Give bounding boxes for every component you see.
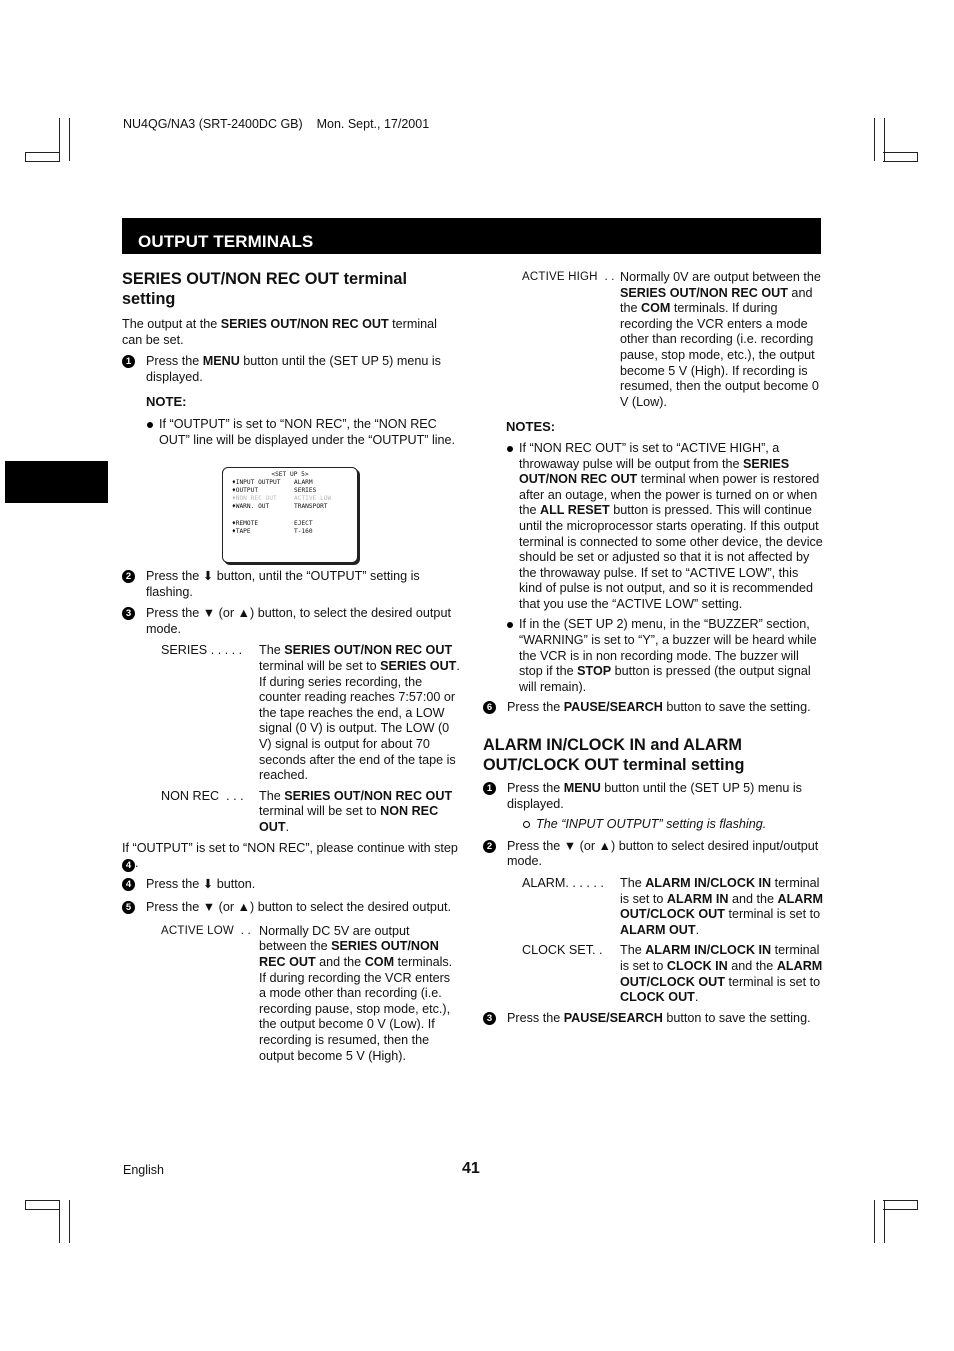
note-block — [122, 394, 460, 448]
section-title: OUTPUT TERMINALS — [138, 232, 314, 251]
def-active-high: ACTIVE HIGH . . Normally 0V are output between the SERIES OUT/NON REC OUT and the COM terminals. If during recording the VCR enters a mode other than recording (i.e. recording pause, stop mode, etc.), the output become 5 V (High). If recording is resumed, then the output become 0 V (Low). — [522, 270, 821, 409]
series-intro: The output at the SERIES OUT/NON REC OUT terminal can be set. — [122, 317, 437, 347]
alarm-step-1: 1 Press the MENU button until the (SET UP 5) menu is displayed. — [483, 781, 823, 812]
right-column — [483, 270, 823, 1026]
left-column — [122, 270, 460, 448]
def-clock-set: CLOCK SET. . The ALARM IN/CLOCK IN terminal is set to CLOCK IN and the ALARM OUT/CLOCK OUT terminal is set to CLOCK OUT. — [522, 943, 823, 1005]
step-4: 4 Press the ⬇ button. — [122, 877, 460, 893]
crop-mark-top-left-h — [25, 152, 60, 162]
def-nonrec: NON REC . . . The SERIES OUT/NON REC OUT terminal will be set to NON REC OUT. — [161, 788, 453, 834]
screen-row-faint: ♦NON REC OUT ACTIVE LOW — [232, 495, 332, 502]
step-5: 5 Press the ▼ (or ▲) button to select the desired output. — [122, 900, 460, 916]
crop-mark-bottom-left-v — [59, 1200, 70, 1243]
step-6: 6 Press the PAUSE/SEARCH button to save the setting. — [483, 700, 823, 716]
screen-row: ♦INPUT OUTPUT ALARM — [232, 479, 313, 486]
document-code: NU4QG/NA3 (SRT-2400DC GB) Mon. Sept., 17/2001 — [123, 117, 430, 131]
crop-mark-bottom-left-h — [25, 1200, 60, 1210]
crop-mark-top-left-v — [59, 118, 70, 161]
crop-mark-top-right-h — [883, 152, 918, 162]
screen-title: <SET UP 5> — [271, 471, 309, 478]
screen-row: ♦OUTPUT SERIES — [232, 487, 317, 494]
step-number: 1 — [122, 355, 135, 368]
page-number: 41 — [462, 1160, 480, 1177]
notes-title: NOTES: — [506, 419, 556, 435]
def-series: SERIES . . . . . The SERIES OUT/NON REC OUT terminal will be set to SERIES OUT. If during series recording, the counter reading reaches 7:57:00 or the tape reaches the end, a LOW signal (0 V) is output. The LOW (0 V) signal is output for about 70 seconds after the end of the tape is reached. — [161, 643, 460, 783]
step-1: 1 Press the MENU button until the (SET UP 5) menu is displayed. — [122, 354, 460, 385]
side-tab-marker — [5, 461, 108, 503]
step-2: 2 Press the ⬇ button, until the “OUTPUT” setting is flashing. — [122, 569, 460, 600]
notes-item-2: If in the (SET UP 2) menu, in the “BUZZER” section, “WARNING” is set to “Y”, a buzzer will be heard while the VCR is in non recording mode. The buzzer will stop if the STOP button is pressed (the output signal will remain). — [506, 617, 823, 695]
footer-language: English — [123, 1163, 164, 1177]
notes-block — [483, 419, 823, 695]
continue-note: If “OUTPUT” is set to “NON REC”, please continue with step 4 . — [122, 840, 458, 872]
setup5-screen — [222, 467, 358, 563]
screen-row: ♦REMOTE EJECT — [232, 520, 313, 527]
section-banner — [122, 218, 821, 254]
alarm-heading: ALARM IN/CLOCK IN and ALARM OUT/CLOCK OUT terminal setting — [483, 736, 745, 774]
def-alarm: ALARM. . . . . . The ALARM IN/CLOCK IN terminal is set to ALARM IN and the ALARM OUT/CLOCK OUT terminal is set to ALARM OUT. — [522, 876, 823, 937]
def-active-low: ACTIVE LOW . . Normally DC 5V are output between the SERIES OUT/NON REC OUT and the COM terminals. If during recording the VCR enters a mode other than recording (i.e. recording pause, stop mode, etc.), the output become 0 V (Low). If recording is resumed, then the output become 5 V (High). — [161, 923, 453, 1063]
screen-row: ♦TAPE T-160 — [232, 528, 313, 535]
series-heading: SERIES OUT/NON REC OUT terminal setting — [122, 270, 407, 308]
left-column-lower — [122, 569, 460, 1064]
notes-item-1: If “NON REC OUT” is set to “ACTIVE HIGH”, a throwaway pulse will be output from the SERIES OUT/NON REC OUT terminal when power is restored after an outage, when the power is turned on or when the ALL RESET button is pressed. This will continue until the microprocessor starts operating. If this output terminal is connected to some other device, the device should be set or adjusted so that it is not affected by the throwaway pulse. If set to “ACTIVE LOW”, this kind of pulse is not output, and so it is recommended that you use the “ACTIVE LOW” setting. — [506, 441, 823, 613]
screen-row: ♦WARN. OUT TRANSPORT — [232, 503, 328, 510]
note-item: If “OUTPUT” is set to “NON REC”, the “NON REC OUT” line will be displayed under the “OUTPUT” line. — [146, 417, 460, 448]
alarm-step-3: 3 Press the PAUSE/SEARCH button to save the setting. — [483, 1011, 823, 1027]
note-title: NOTE: — [146, 394, 187, 410]
crop-mark-bottom-right-h — [883, 1200, 918, 1210]
alarm-step-2: 2 Press the ▼ (or ▲) button to select desired input/output mode. — [483, 839, 823, 870]
alarm-substep: The “INPUT OUTPUT” setting is flashing. — [522, 817, 823, 833]
step-3: 3 Press the ▼ (or ▲) button, to select the desired output mode. — [122, 606, 460, 637]
